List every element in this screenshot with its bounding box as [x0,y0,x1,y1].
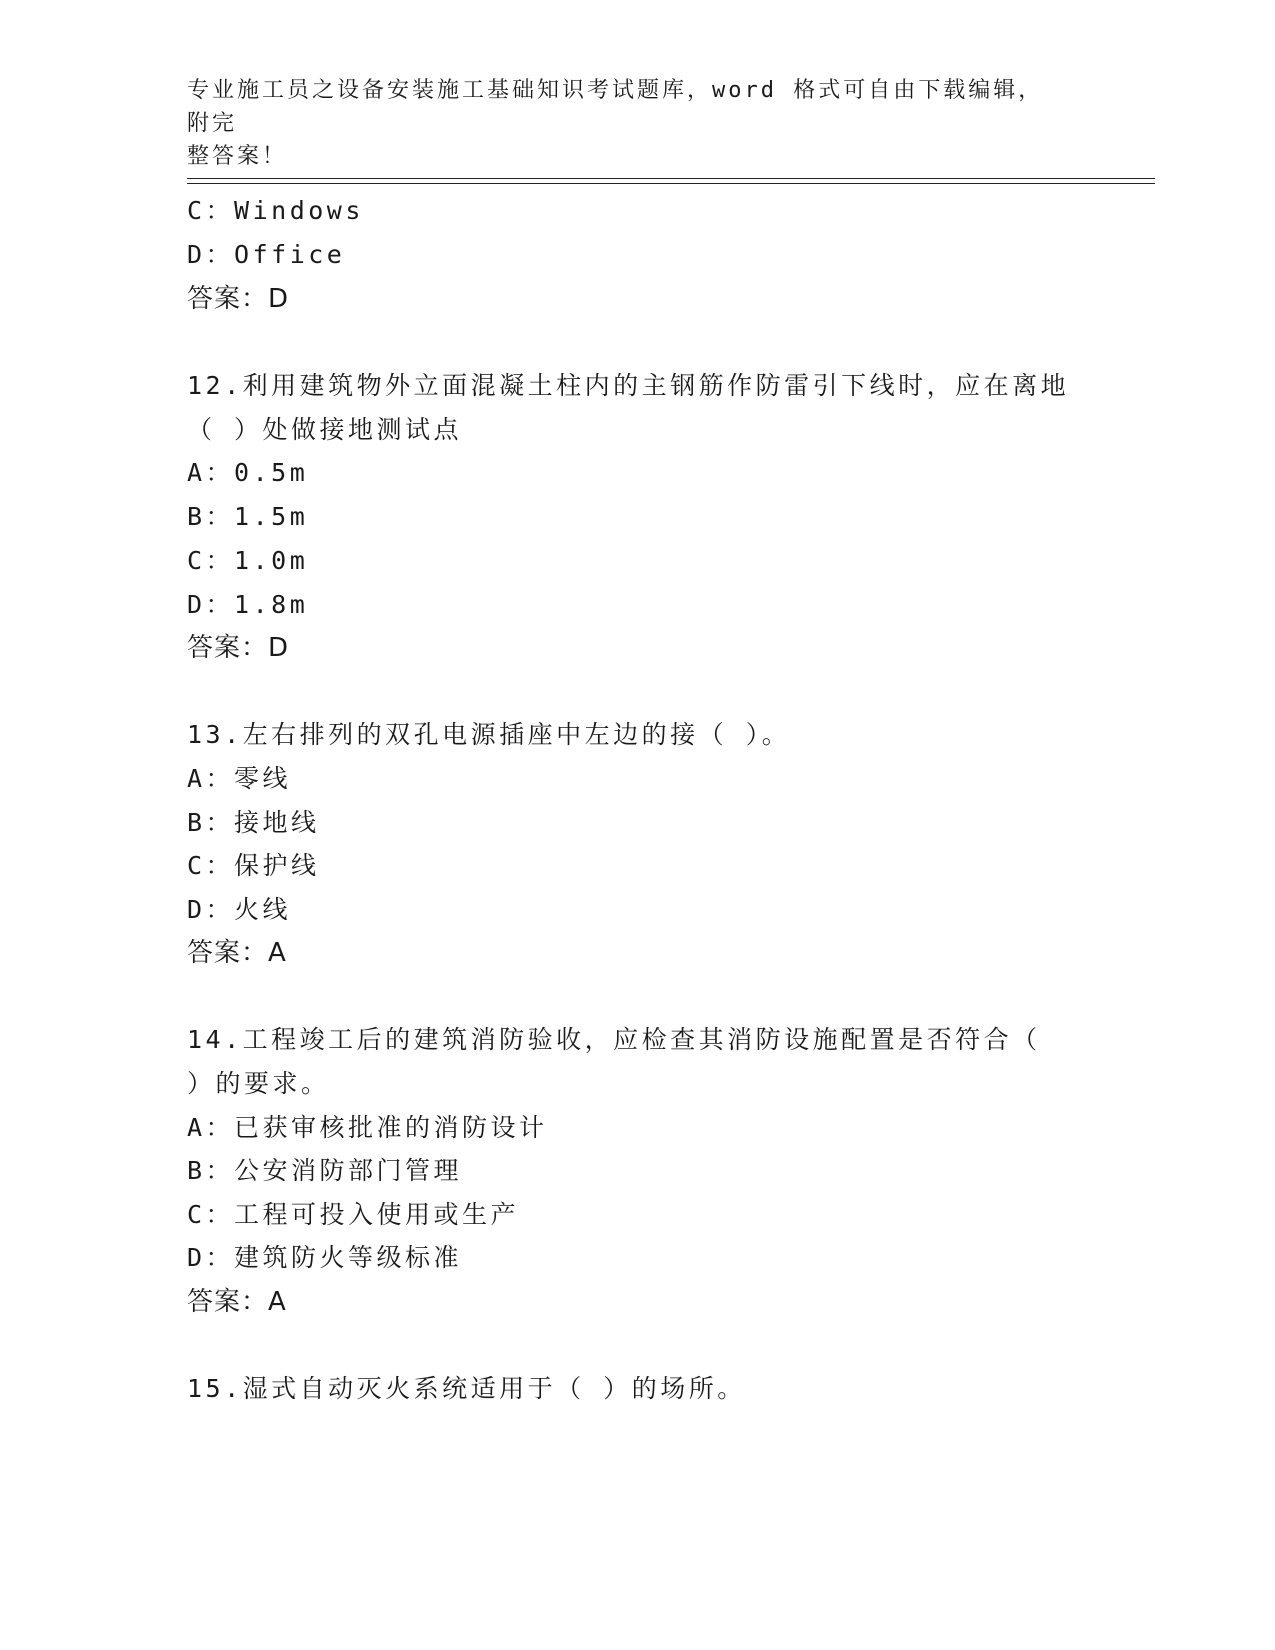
q12-option-c: C：1.0m [187,546,309,575]
q13-stem-line-1: 13.左右排列的双孔电源插座中左边的接（ ）。 [187,720,791,749]
q11-option-d: D：Office [187,240,346,269]
q12-answer: 答案：D [187,633,290,663]
q12-option-d: D：1.8m [187,590,309,619]
q14-stem-line-1: 14.工程竣工后的建筑消防验收，应检查其消防设施配置是否符合（ [187,1025,1041,1054]
q14-option-c: C：工程可投入使用或生产 [187,1200,520,1229]
q14-option-d: D：建筑防火等级标准 [187,1243,463,1272]
q14-answer: 答案：A [187,1287,287,1317]
document-header [187,74,1067,173]
q12-option-a: A：0.5m [187,458,309,487]
q13-option-d: D：火线 [187,895,292,924]
header-divider-bottom [187,183,1155,184]
q13-answer: 答案：A [187,938,287,968]
q12-option-b: B：1.5m [187,502,309,531]
q11-option-c: C：Windows [187,196,364,225]
header-line-1: 专业施工员之设备安装施工基础知识考试题库，word 格式可自由下载编辑，附完 [187,78,1044,136]
q13-option-a: A：零线 [187,764,292,793]
q14-option-b: B：公安消防部门管理 [187,1156,463,1185]
header-line-2: 整答案！ [187,144,288,169]
q15-stem-line-1: 15.湿式自动灭火系统适用于（ ）的场所。 [187,1374,746,1403]
q12-stem-line-2: （ ）处做接地测试点 [187,415,463,444]
header-divider-top [187,178,1155,179]
q13-option-b: B：接地线 [187,808,320,837]
q11-answer: 答案：D [187,284,290,314]
q12-stem-line-1: 12.利用建筑物外立面混凝土柱内的主钢筋作防雷引下线时，应在离地 [187,371,1070,400]
q13-option-c: C：保护线 [187,851,320,880]
q14-stem-line-2: ）的要求。 [187,1069,330,1098]
q14-option-a: A：已获审核批准的消防设计 [187,1113,548,1142]
